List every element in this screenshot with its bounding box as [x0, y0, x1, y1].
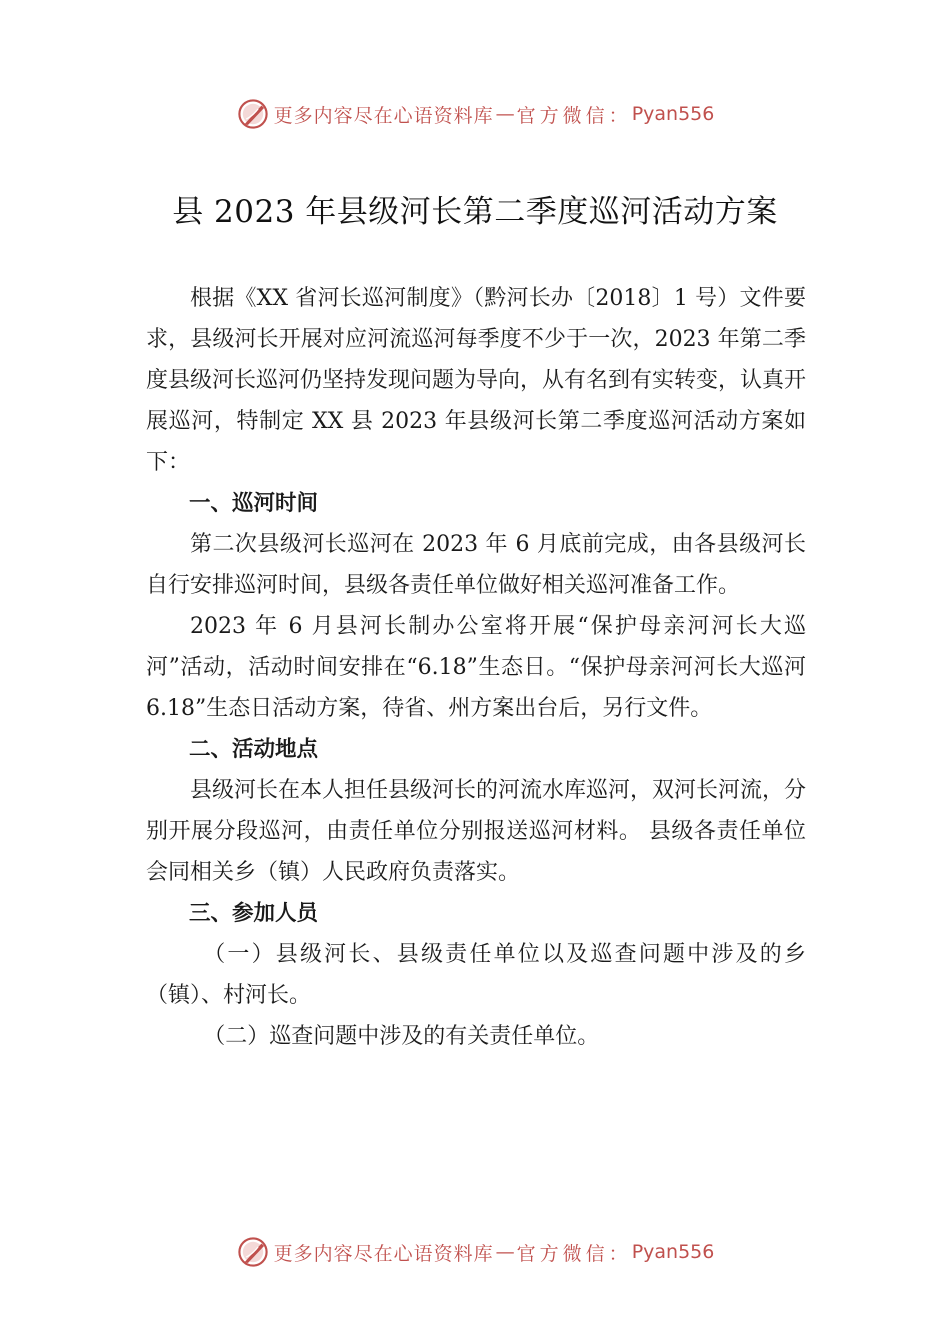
time-paragraph-1: 第二次县级河长巡河在 2023 年 6 月底前完成，由各县级河长自行安排巡河时间，县级各责任单位做好相关巡河准备工作。: [146, 532, 806, 598]
location-paragraph: 县级河长在本人担任县级河长的河流水库巡河，双河长河流，分别开展分段巡河，由责任单位分别报送巡河材料。 县级各责任单位会同相关乡（镇）人民政府负责落实。: [146, 778, 807, 885]
document-body: [146, 278, 806, 1057]
watermark-wechat-id: Pyan556: [631, 1241, 715, 1263]
footer-watermark: [0, 1232, 950, 1272]
header-watermark: [0, 94, 950, 134]
watermark-wechat-id: Pyan556: [631, 103, 715, 125]
section-heading-location: 二、活动地点: [189, 737, 319, 762]
time-paragraph-2: 2023 年 6 月县河长制办公室将开展“保护母亲河河长大巡河”活动，活动时间安排在“6.18”生态日。“保护母亲河河长大巡河 6.18”生态日活动方案，待省、州方案出台后，另行文件。: [146, 614, 806, 721]
quill-logo-icon: [236, 97, 270, 131]
watermark-wechat-label: 官方微信：: [516, 1242, 632, 1265]
watermark-brand: 更多内容尽在心语资料库: [273, 1242, 494, 1265]
watermark-dash: —: [495, 103, 515, 125]
section-heading-time: 一、巡河时间: [189, 491, 319, 516]
watermark-dash: —: [495, 1241, 515, 1263]
intro-paragraph: 根据《XX 省河长巡河制度》（黔河长办〔2018〕1 号）文件要求，县级河长开展对应河流巡河每季度不少于一次，2023 年第二季度县级河长巡河仍坚持发现问题为导向，从有名到有实转变，认真开展巡河，特制定 XX 县 2023 年县级河长第二季度巡河活动方案如下：: [146, 286, 807, 475]
participants-item-2: （二）巡查问题中涉及的有关责任单位。: [203, 1024, 600, 1049]
document-title: 县 2023 年县级河长第二季度巡河活动方案: [172, 194, 778, 230]
watermark-wechat-label: 官方微信：: [516, 104, 632, 127]
quill-logo-icon: [236, 1235, 270, 1269]
watermark-brand: 更多内容尽在心语资料库: [273, 104, 494, 127]
section-heading-participants: 三、参加人员: [189, 901, 319, 926]
participants-item-1: （一）县级河长、县级责任单位以及巡查问题中涉及的乡（镇）、村河长。: [146, 942, 806, 1008]
